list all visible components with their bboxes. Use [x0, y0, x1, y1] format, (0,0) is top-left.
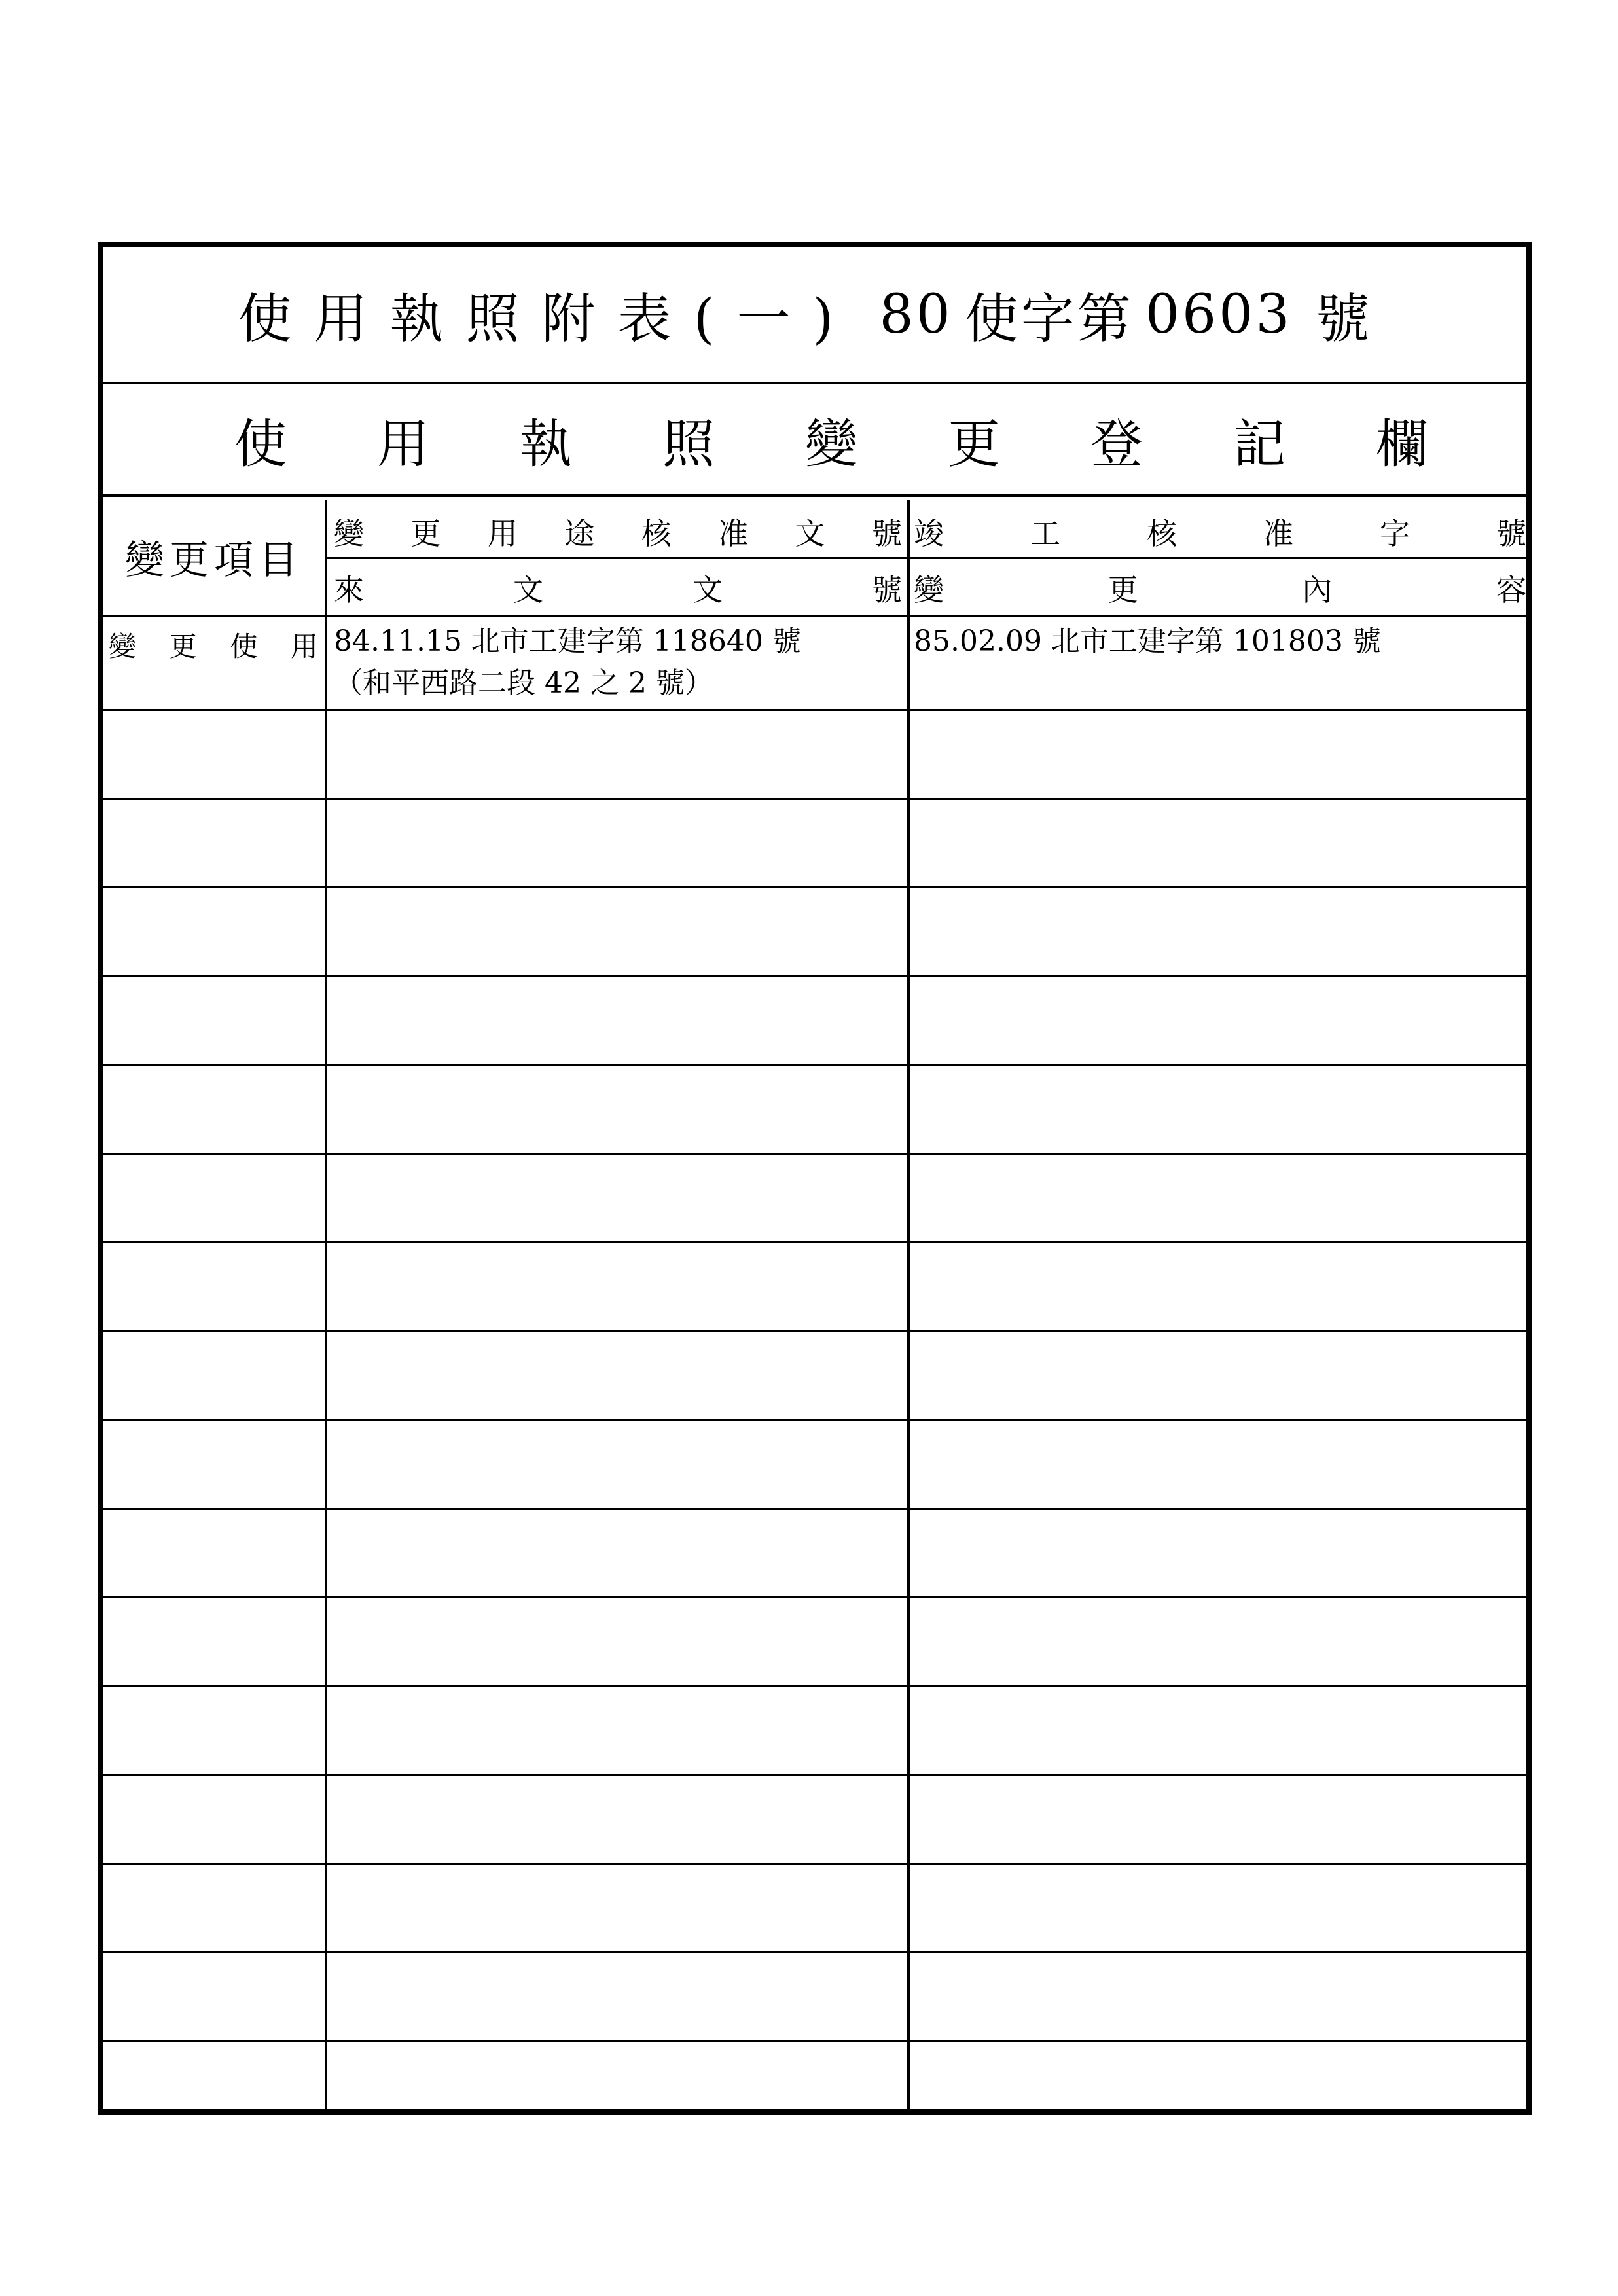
- row-divider: [103, 709, 1526, 711]
- item-char: 使: [230, 630, 258, 663]
- header-char: 內: [1302, 572, 1333, 608]
- column-divider: [907, 500, 910, 2109]
- subtitle-char: 使: [234, 413, 287, 475]
- document-title: 使用執照附表(一): [238, 288, 856, 350]
- header-char: 工: [1030, 516, 1060, 551]
- header-change-item: 變更項目: [125, 538, 303, 583]
- row-divider: [103, 1419, 1526, 1421]
- header-use-approval-number: [334, 509, 902, 555]
- item-char: 變: [109, 630, 137, 663]
- header-char: 准: [1263, 516, 1293, 551]
- row-divider: [103, 886, 1526, 888]
- row-col1-line2: （和平西路二段 42 之 2 號）: [334, 666, 713, 700]
- subtitle-char: 記: [1233, 413, 1285, 475]
- subtitle-char: 執: [520, 413, 572, 475]
- header-char: 更: [410, 516, 441, 551]
- row-col1-line1: 84.11.15 北市工建字第 118640 號: [334, 625, 801, 658]
- row-divider: [103, 1951, 1526, 1953]
- column-divider: [325, 500, 327, 2109]
- document-title-row: [103, 247, 1526, 384]
- item-char: 用: [290, 630, 318, 663]
- header-char: 變: [334, 516, 364, 551]
- subtitle-char: 用: [377, 413, 429, 475]
- row-divider: [103, 1863, 1526, 1865]
- row-divider: [103, 1685, 1526, 1687]
- header-divider: [327, 557, 1526, 559]
- row-divider: [103, 975, 1526, 977]
- subtitle-char: 登: [1090, 413, 1143, 475]
- item-char: 更: [169, 630, 197, 663]
- header-bottom-divider: [103, 615, 1526, 617]
- row-divider: [103, 1153, 1526, 1155]
- header-char: 號: [1496, 516, 1526, 551]
- row-divider: [103, 1064, 1526, 1066]
- license-sheet: [98, 242, 1532, 2115]
- license-year: 80: [879, 283, 953, 346]
- header-char: 核: [641, 516, 672, 551]
- header-char: 准: [718, 516, 749, 551]
- row-change-item: [109, 625, 318, 665]
- header-char: 竣: [914, 516, 944, 551]
- header-incoming-doc-number: [334, 565, 902, 611]
- header-char: 用: [487, 516, 518, 551]
- header-char: 號: [871, 516, 902, 551]
- row-divider: [103, 1774, 1526, 1776]
- row-divider: [103, 1241, 1526, 1243]
- row-divider: [103, 1330, 1526, 1332]
- row-divider: [103, 1508, 1526, 1510]
- license-number: 0603: [1145, 283, 1293, 346]
- license-prefix: 使字第: [964, 288, 1134, 350]
- header-char: 文: [795, 516, 825, 551]
- header-char: 號: [872, 572, 902, 608]
- header-char: 變: [914, 572, 944, 608]
- header-char: 途: [564, 516, 595, 551]
- header-char: 核: [1147, 516, 1177, 551]
- header-change-content: [914, 565, 1526, 611]
- row-divider: [103, 1596, 1526, 1598]
- header-completion-approval-number: [914, 509, 1526, 555]
- section-subtitle: [103, 384, 1526, 497]
- row-col2-line1: 85.02.09 北市工建字第 101803 號: [914, 625, 1381, 658]
- subtitle-char: 更: [948, 413, 1000, 475]
- change-registration-table: [103, 500, 1526, 2109]
- subtitle-char: 欄: [1376, 413, 1428, 475]
- header-char: 文: [692, 572, 723, 608]
- subtitle-char: 照: [662, 413, 715, 475]
- header-char: 字: [1380, 516, 1410, 551]
- license-suffix: 號: [1316, 288, 1392, 350]
- header-char: 容: [1496, 572, 1526, 608]
- row-divider: [103, 2040, 1526, 2042]
- header-char: 更: [1107, 572, 1138, 608]
- subtitle-char: 變: [805, 413, 857, 475]
- header-char: 來: [334, 572, 364, 608]
- header-char: 文: [513, 572, 543, 608]
- row-divider: [103, 798, 1526, 800]
